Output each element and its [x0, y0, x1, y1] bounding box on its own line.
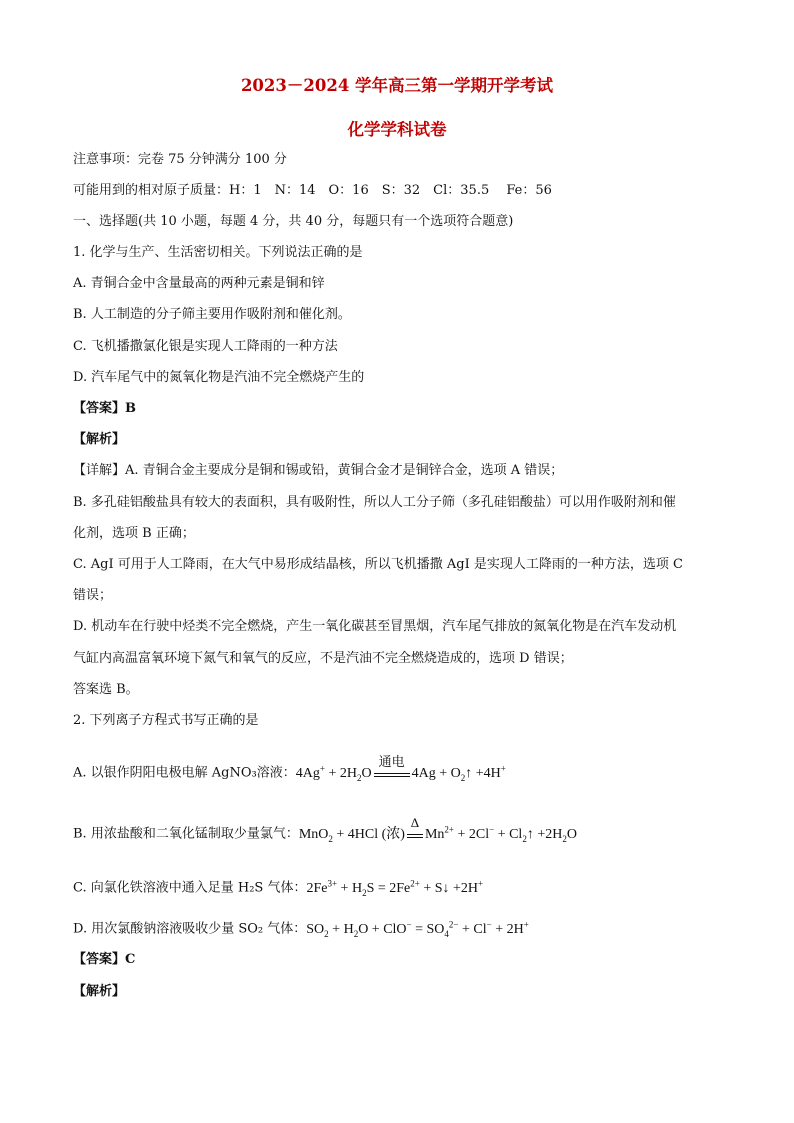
q2-b-condition: Δ — [410, 814, 420, 830]
q2-option-b-formula: MnO$_2$ + 4HCl (浓) Δ $Mn^{2+} + 2Cl^-$ + $Cl_2↑ +2H_2O$ — [298, 814, 577, 844]
exam-notes: 注意事项：完卷 75 分钟满分 100 分 — [73, 152, 287, 167]
q2-option-c-text: C. 向氯化铁溶液中通入足量 H₂S 气体： — [73, 880, 307, 896]
q2-option-a-text: A. 以银作阴阳电极电解 AgNO₃溶液： — [73, 765, 296, 781]
q1-stem: 1. 化学与生产、生活密切相关。下列说法正确的是 — [73, 245, 363, 260]
q1-detail-d-1: D. 机动车在行驶中烃类不完全燃烧，产生一氧化碳甚至冒黑烟，汽车尾气排放的氮氧化物是在汽车发动机 — [73, 619, 677, 634]
q2-option-b — [73, 814, 577, 847]
q2-option-b-text: B. 用浓盐酸和二氧化锰制取少量氯气： — [73, 826, 299, 842]
q1-analysis-label: 【解析】 — [73, 432, 126, 447]
q2-a-condition: 通电 — [378, 753, 405, 769]
q2-option-a-formula: $4Ag^+ + 2H_2O$ 通电 $4Ag + O_2↑ +4H^+$ — [295, 753, 506, 783]
q1-option-c: C. 飞机播撒氯化银是实现人工降雨的一种方法 — [73, 339, 338, 354]
q2-option-d-text: D. 用次氯酸钠溶液吸收少量 SO₂ 气体： — [73, 921, 307, 937]
q2-option-c — [73, 874, 483, 901]
q1-detail-c-2: 错误； — [73, 588, 113, 603]
q2-option-a — [73, 753, 506, 786]
q1-detail-c-1: C. AgI 可用于人工降雨，在大气中易形成结晶核，所以飞机播撒 AgI 是实现人工降雨的一种方法，选项 C — [73, 557, 683, 572]
q2-analysis-label: 【解析】 — [73, 984, 126, 999]
q1-conclusion: 答案选 B。 — [73, 682, 139, 697]
exam-subtitle: 化学学科试卷 — [347, 120, 447, 139]
q1-detail-d-2: 气缸内高温富氧环境下氮气和氧气的反应，不是汽油不完全燃烧造成的，选项 D 错误； — [73, 651, 573, 666]
q2-option-c-formula: $2Fe^{3+} + H_2S = 2Fe^{2+}$ + S↓ +2H+ — [306, 878, 484, 898]
q1-option-d: D. 汽车尾气中的氮氧化物是汽油不完全燃烧产生的 — [73, 370, 365, 385]
q1-detail-b-1: B. 多孔硅铝酸盐具有较大的表面积，具有吸附性，所以人工分子筛（多孔硅铝酸盐）可以用作吸附剂和催 — [73, 495, 676, 510]
q1-option-a: A. 青铜合金中含量最高的两种元素是铜和锌 — [73, 276, 325, 291]
q2-option-d — [73, 915, 529, 942]
q2-stem: 2. 下列离子方程式书写正确的是 — [73, 713, 259, 728]
q1-answer: 【答案】B — [73, 401, 136, 416]
section-heading: 一、选择题(共 10 小题，每题 4 分，共 40 分，每题只有一个选项符合题意) — [73, 214, 514, 229]
q1-detail-a: 【详解】A. 青铜合金主要成分是铜和锡或铅，黄铜合金才是铜锌合金，选项 A 错误； — [73, 463, 564, 478]
q1-detail-b-2: 化剂，选项 B 正确； — [73, 526, 195, 541]
q1-option-b: B. 人工制造的分子筛主要用作吸附剂和催化剂。 — [73, 307, 351, 322]
q2-answer: 【答案】C — [73, 952, 136, 967]
q2-option-d-formula: $SO_2 + H_2O + ClO^- = SO_4^{2-} + Cl^- + 2H^+$ — [306, 919, 529, 939]
atomic-masses: 可能用到的相对原子质量：H：1 N：14 O：16 S：32 Cl：35.5 Fe：56 — [73, 183, 552, 198]
exam-title: 2023－2024 学年高三第一学期开学考试 — [240, 76, 554, 95]
